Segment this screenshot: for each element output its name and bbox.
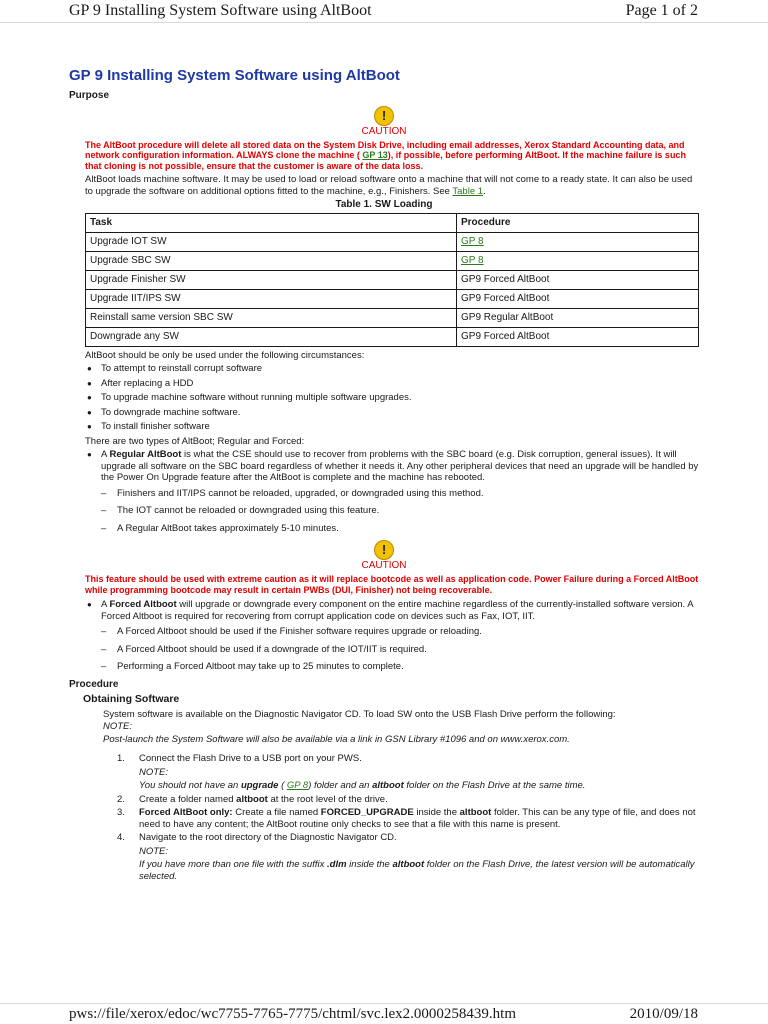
list-item: – Finishers and IIT/IPS cannot be reloaded, upgraded, or downgraded using this method. bbox=[101, 488, 699, 500]
task-cell: Upgrade SBC SW bbox=[86, 251, 457, 270]
browser-header-title: GP 9 Installing System Software using AltBoot bbox=[69, 2, 372, 19]
list-item: – A Regular AltBoot takes approximately 5-10 minutes. bbox=[101, 523, 699, 535]
circumstances-intro: AltBoot should be only be used under the following circumstances: bbox=[85, 349, 365, 361]
sw-loading-table bbox=[85, 213, 699, 347]
procedure-cell: GP9 Forced AltBoot bbox=[457, 327, 699, 346]
list-item: – Performing a Forced Altboot may take up to 25 minutes to complete. bbox=[101, 661, 699, 673]
list-item: 2. Create a folder named altboot at the root level of the drive. bbox=[117, 793, 388, 805]
list-item: – A Forced Altboot should be used if the Finisher software requires upgrade or reloading. bbox=[101, 626, 699, 638]
gp8-link[interactable]: GP 8 bbox=[286, 780, 309, 791]
table-header-row bbox=[86, 213, 699, 232]
task-cell: Upgrade Finisher SW bbox=[86, 270, 457, 289]
forced-altboot-list bbox=[69, 599, 699, 622]
table1-link[interactable]: Table 1 bbox=[452, 185, 484, 197]
list-item: ● After replacing a HDD bbox=[87, 378, 699, 390]
caution-title: CAUTION bbox=[361, 560, 407, 571]
intro-paragraph: AltBoot loads machine software. It may be used to load or reload software onto a machine that will not come to a ready state. It can also be used to upgrade the software on additional options fitted to the machine, e.g., Finishers. See Table 1. bbox=[85, 174, 693, 197]
list-item: ● To attempt to reinstall corrupt software bbox=[87, 363, 699, 375]
caution-block-1 bbox=[69, 106, 699, 138]
table-row bbox=[86, 289, 699, 308]
gp8-link[interactable]: GP 8 bbox=[461, 235, 484, 247]
regular-altboot-list bbox=[69, 449, 699, 484]
list-item: ● To install finisher software bbox=[87, 421, 699, 433]
task-cell: Downgrade any SW bbox=[86, 327, 457, 346]
regular-sub-list bbox=[69, 488, 699, 535]
list-item: ● A Forced Altboot will upgrade or downgrade every component on the entire machine regardless of the currently-installed software version. A Forced Altboot is required for recovering from corrupt application code on devices such as Fax, IOT, IIT. bbox=[87, 599, 699, 622]
circumstances-list bbox=[69, 363, 699, 433]
list-item: ● To upgrade machine software without running multiple software upgrades. bbox=[87, 392, 699, 404]
list-item: ● A Regular AltBoot is what the CSE should use to recover from problems with the SBC board (e.g. Disk corruption, general issues). It will upgrade all software on the SBC board regardless of whether it needs it. Any other peripheral devices that need an upgrade will be handled by the Power On Upgrade feature after the AltBoot is complete and the machine has rebooted. bbox=[87, 449, 699, 484]
footer-divider bbox=[0, 1003, 768, 1004]
task-cell: Upgrade IIT/IPS SW bbox=[86, 289, 457, 308]
list-item: – A Forced Altboot should be used if a downgrade of the IOT/IIT is required. bbox=[101, 644, 699, 656]
procedure-cell: GP9 Regular AltBoot bbox=[457, 308, 699, 327]
table-caption: Table 1. SW Loading bbox=[335, 199, 433, 210]
types-intro: There are two types of AltBoot; Regular and Forced: bbox=[85, 435, 305, 447]
table-row bbox=[86, 270, 699, 289]
table-row bbox=[86, 327, 699, 346]
page-number: Page 1 of 2 bbox=[625, 2, 698, 19]
header-divider bbox=[0, 22, 768, 23]
caution-icon: ! bbox=[374, 106, 394, 126]
document-body bbox=[69, 66, 699, 884]
procedure-steps bbox=[69, 753, 699, 882]
procedure-cell: GP9 Forced AltBoot bbox=[457, 289, 699, 308]
obtaining-text: System software is available on the Diagnostic Navigator CD. To load SW onto the USB Flash Drive perform the following: bbox=[103, 708, 616, 720]
forced-sub-list bbox=[69, 626, 699, 673]
table-header-procedure: Procedure bbox=[457, 213, 699, 232]
table-row bbox=[86, 308, 699, 327]
gp8-link[interactable]: GP 8 bbox=[461, 254, 484, 266]
list-item: 1. Connect the Flash Drive to a USB port on your PWS. NOTE: You should not have an upgrade ( GP 8) folder and an altboot folder on the Flash Drive at the same time. bbox=[117, 753, 586, 791]
procedure-heading: Procedure bbox=[69, 678, 119, 690]
list-item: ● To downgrade machine software. bbox=[87, 407, 699, 419]
post-launch-note: Post-launch the System Software will also be available via a link in GSN Library #1096 and on www.xerox.com. bbox=[103, 733, 570, 745]
table-row bbox=[86, 251, 699, 270]
page-title: GP 9 Installing System Software using AltBoot bbox=[69, 67, 400, 84]
procedure-cell bbox=[457, 251, 699, 270]
caution-icon: ! bbox=[374, 540, 394, 560]
list-item: – The IOT cannot be reloaded or downgraded using this feature. bbox=[101, 505, 699, 517]
source-url[interactable]: pws://file/xerox/edoc/wc7755-7765-7775/chtml/svc.lex2.0000258439.htm bbox=[69, 1006, 517, 1022]
task-cell: Reinstall same version SBC SW bbox=[86, 308, 457, 327]
purpose-heading: Purpose bbox=[69, 90, 110, 101]
caution-text-2: This feature should be used with extreme caution as it will replace bootcode as well as application code. Power Failure during a Forced AltBoot while programming bootcode may result in certain PWBs (DUI, Finisher) not being recoverable. bbox=[85, 574, 699, 595]
procedure-cell bbox=[457, 232, 699, 251]
gp13-link[interactable]: GP 13 bbox=[362, 150, 388, 160]
caution-title: CAUTION bbox=[361, 125, 407, 137]
caution-text-1: The AltBoot procedure will delete all stored data on the System Disk Drive, including email addresses, Xerox Standard Accounting data, and network configuration information. ALWAYS clone the machine ( GP 13), if possible, before performing AltBoot. If the machine failure is such that cloning is not possible, ensure that the customer is aware of the data loss. bbox=[85, 139, 686, 171]
print-date: 2010/09/18 bbox=[629, 1006, 698, 1022]
table-row bbox=[86, 232, 699, 251]
procedure-cell: GP9 Forced AltBoot bbox=[457, 270, 699, 289]
note-label: NOTE: bbox=[103, 721, 133, 732]
task-cell: Upgrade IOT SW bbox=[86, 232, 457, 251]
list-item: 3. Forced AltBoot only: Create a file named FORCED_UPGRADE inside the altboot folder. This can be any type of file, and does not need to have any content; the AltBoot routine only checks to see that a file with this name is present. bbox=[117, 807, 696, 830]
obtaining-software-heading: Obtaining Software bbox=[83, 693, 180, 705]
table-header-task: Task bbox=[86, 213, 457, 232]
list-item: 4. Navigate to the root directory of the Diagnostic Navigator CD. NOTE: If you have more than one file with the suffix .dlm inside the altboot folder on the Flash Drive, the latest version will be automatically selected. bbox=[117, 832, 695, 882]
caution-block-2 bbox=[69, 540, 699, 572]
